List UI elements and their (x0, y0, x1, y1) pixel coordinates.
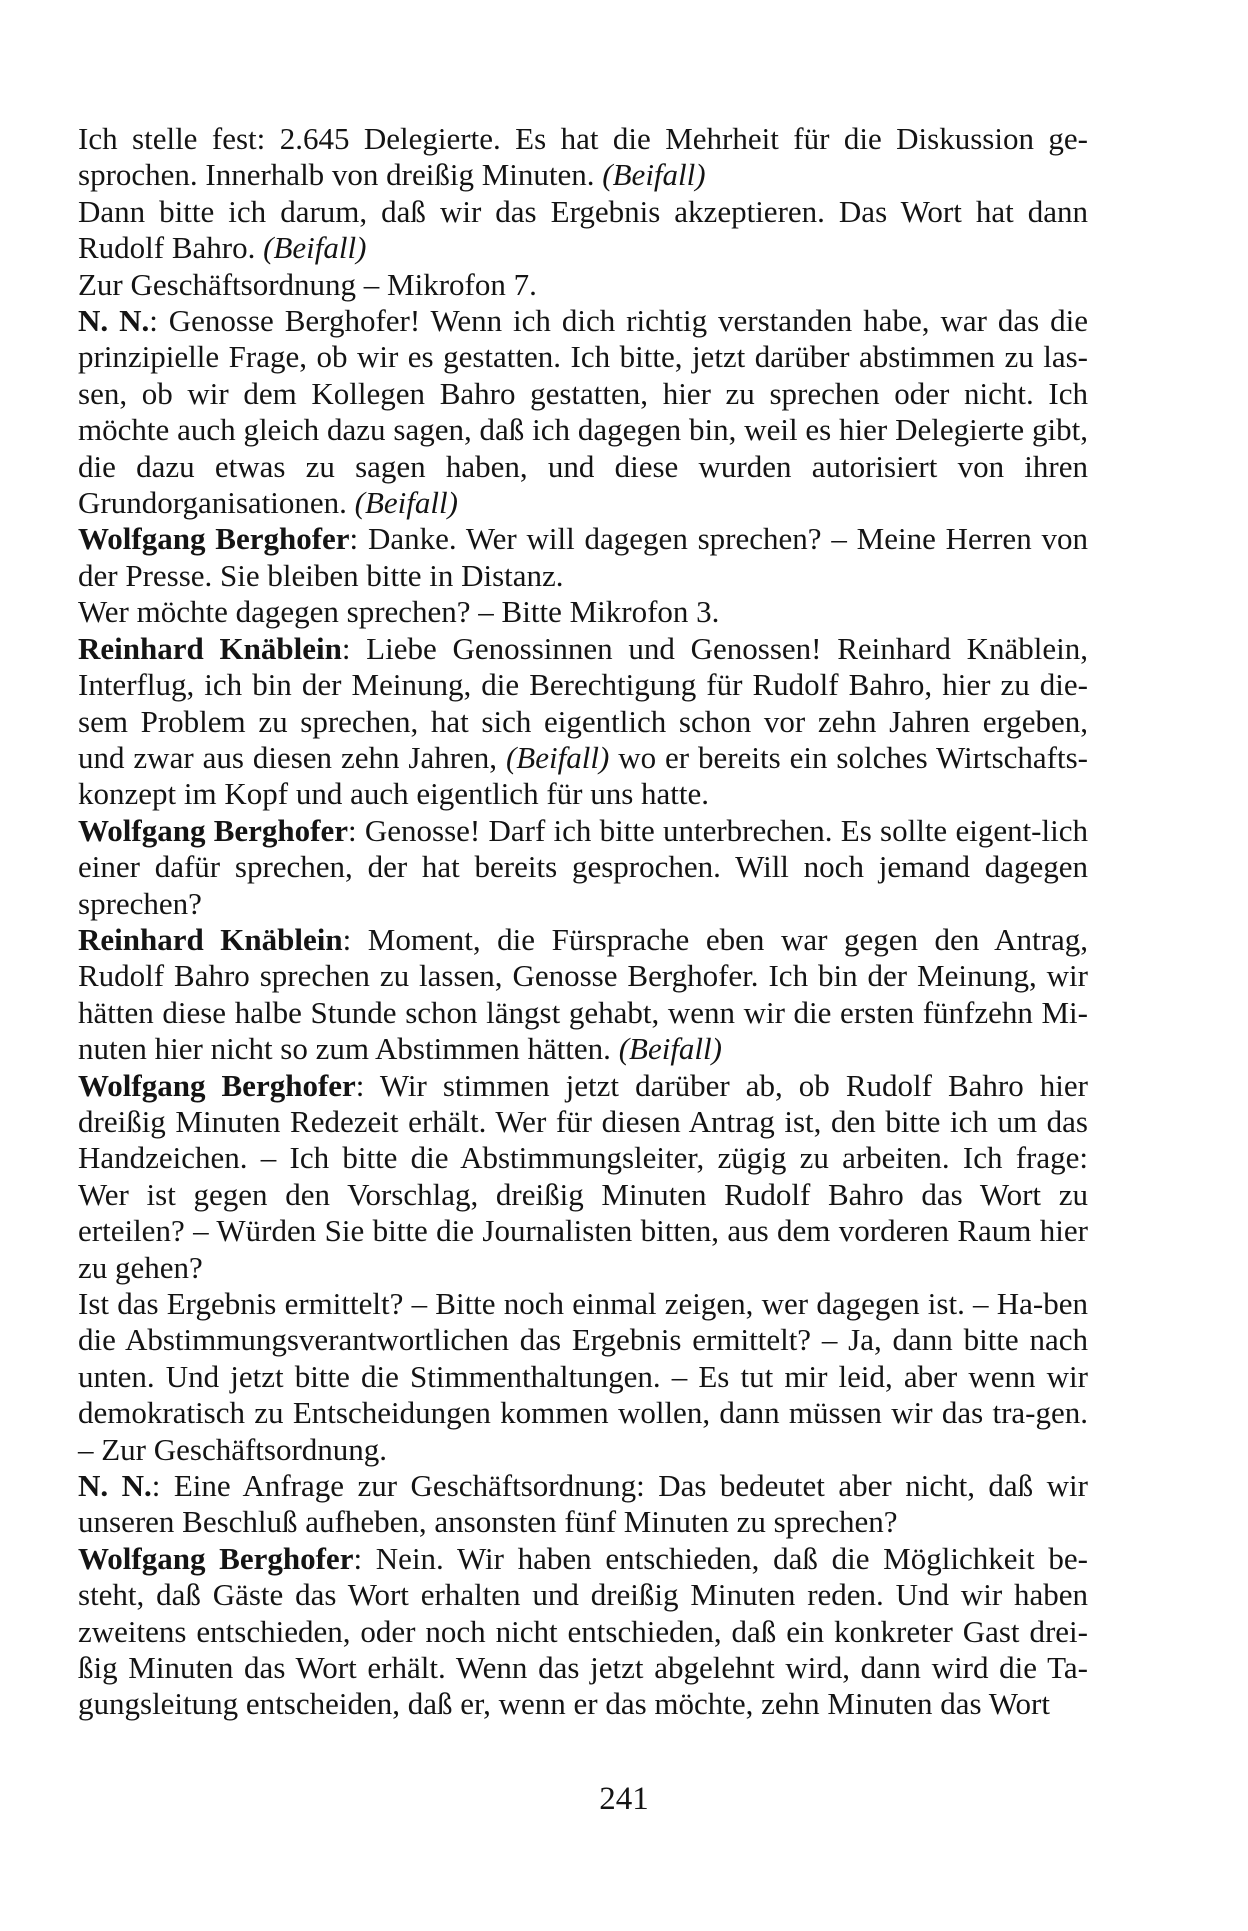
speaker-name: N. N. (78, 303, 150, 339)
transcript-paragraph (78, 194, 1088, 267)
speaker-name: N. N. (78, 1468, 152, 1504)
transcript-paragraph (78, 813, 1088, 922)
speaker-name: Reinhard Knäblein (78, 630, 342, 666)
transcript-body (78, 121, 1088, 1723)
paragraph-text: : Wir stimmen jetzt darüber ab, ob Rudolf Bahro hier dreißig Minuten Redezeit erhält. Wer für diesen Antrag ist, den bitte ich um das Handzeichen. – Ich bitte die Abstimmungsleiter, zügig zu arbeiten. Ich frage: Wer ist gegen den Vorschlag, dreißig Minuten Rudolf Bahro das Wort zu erteilen? – Würden Sie bitte die Journalisten bitten, aus dem vorderen Raum hier zu gehen? (78, 1067, 1088, 1285)
stage-direction: (Beifall) (618, 1031, 722, 1067)
speaker-name: Reinhard Knäblein (78, 921, 343, 957)
transcript-paragraph (78, 922, 1088, 1068)
transcript-paragraph (78, 594, 1088, 630)
paragraph-text: Ist das Ergebnis ermittelt? – Bitte noch einmal zeigen, wer dagegen ist. – Ha-ben die Abstimmungsverantwortlichen das Ergebnis ermittelt? – Ja, dann bitte nach unten. Und jetzt bitte die Stimmenthaltungen. – Es tut mir leid, aber wenn wir demokratisch zu Entscheidungen kommen wollen, dann müssen wir das tra-gen. – Zur Geschäftsordnung. (78, 1286, 1088, 1467)
paragraph-text: Zur Geschäftsordnung – Mikrofon 7. (78, 266, 537, 302)
stage-direction: (Beifall) (505, 739, 610, 775)
speaker-name: Wolfgang Berghofer (78, 521, 350, 557)
paragraph-text: : Danke. Wer will dagegen sprechen? – Meine Herren von der Presse. Sie bleiben bitte in Distanz. (78, 521, 1088, 593)
paragraph-text: : Genosse Berghofer! Wenn ich dich richtig verstanden habe, war das die prinzipielle Frage, ob wir es gestatten. Ich bitte, jetzt darüber abstimmen zu las-sen, ob wir dem Kollegen Bahro gestatten, hier zu sprechen oder nicht. Ich möchte auch gleich dazu sagen, daß ich dagegen bin, weil es hier Delegierte gibt, die dazu etwas zu sagen haben, und diese wurden autorisiert von ihren Grundorganisationen. (78, 303, 1088, 521)
paragraph-text: Ich stelle fest: 2.645 Delegierte. Es hat die Mehrheit für die Diskussion ge-sprochen. Innerhalb von dreißig Minuten. (78, 121, 1088, 193)
stage-direction: (Beifall) (354, 485, 458, 521)
paragraph-text: : Eine Anfrage zur Geschäftsordnung: Das bedeutet aber nicht, daß wir unseren Beschluß aufheben, ansonsten fünf Minuten zu sprechen? (78, 1468, 1088, 1540)
transcript-paragraph (78, 1286, 1088, 1468)
transcript-paragraph (78, 303, 1088, 521)
paragraph-text: : Genosse! Darf ich bitte unterbrechen. Es sollte eigent-lich einer dafür sprechen, der hat bereits gesprochen. Will noch jemand dagegen sprechen? (78, 812, 1088, 921)
paragraph-text: : Liebe Genossinnen und Genossen! Reinhard Knäblein, Interflug, ich bin der Meinung, die Berechtigung für Rudolf Bahro, hier zu die-sem Problem zu sprechen, hat sich eigentlich schon vor zehn Jahren ergeben, und zwar aus diesen zehn Jahren, (78, 630, 1088, 775)
speaker-name: Wolfgang Berghofer (78, 812, 348, 848)
speaker-name: Wolfgang Berghofer (78, 1067, 356, 1103)
stage-direction: (Beifall) (263, 230, 367, 266)
stage-direction: (Beifall) (602, 157, 706, 193)
paragraph-text: Wer möchte dagegen sprechen? – Bitte Mikrofon 3. (78, 594, 720, 630)
transcript-paragraph (78, 1068, 1088, 1286)
page-number: 241 (599, 1781, 649, 1817)
paragraph-text: wo er bereits ein solches Wirtschafts-konzept im Kopf und auch eigentlich für uns hatte. (78, 739, 1088, 812)
transcript-paragraph (78, 1541, 1088, 1723)
paragraph-text: Dann bitte ich darum, daß wir das Ergebnis akzeptieren. Das Wort hat dann Rudolf Bahro. (78, 193, 1088, 266)
paragraph-text: : Moment, die Fürsprache eben war gegen den Antrag, Rudolf Bahro sprechen zu lassen, Genosse Berghofer. Ich bin der Meinung, wir hätten diese halbe Stunde schon längst gehabt, wenn wir die ersten fünfzehn Mi-nuten hier nicht so zum Abstimmen hätten. (78, 921, 1088, 1067)
transcript-paragraph (78, 521, 1088, 594)
transcript-paragraph (78, 121, 1088, 194)
transcript-paragraph (78, 631, 1088, 813)
speaker-name: Wolfgang Berghofer (78, 1540, 354, 1576)
paragraph-text: : Nein. Wir haben entschieden, daß die Möglichkeit be-steht, daß Gäste das Wort erhalten und dreißig Minuten reden. Und wir haben zweitens entschieden, oder noch nicht entschieden, daß ein konkreter Gast drei-ßig Minuten das Wort erhält. Wenn das jetzt abgelehnt wird, dann wird die Ta-gungsleitung entscheiden, daß er, wenn er das möchte, zehn Minuten das Wort (78, 1540, 1089, 1722)
transcript-paragraph (78, 267, 1088, 303)
transcript-paragraph (78, 1468, 1088, 1541)
